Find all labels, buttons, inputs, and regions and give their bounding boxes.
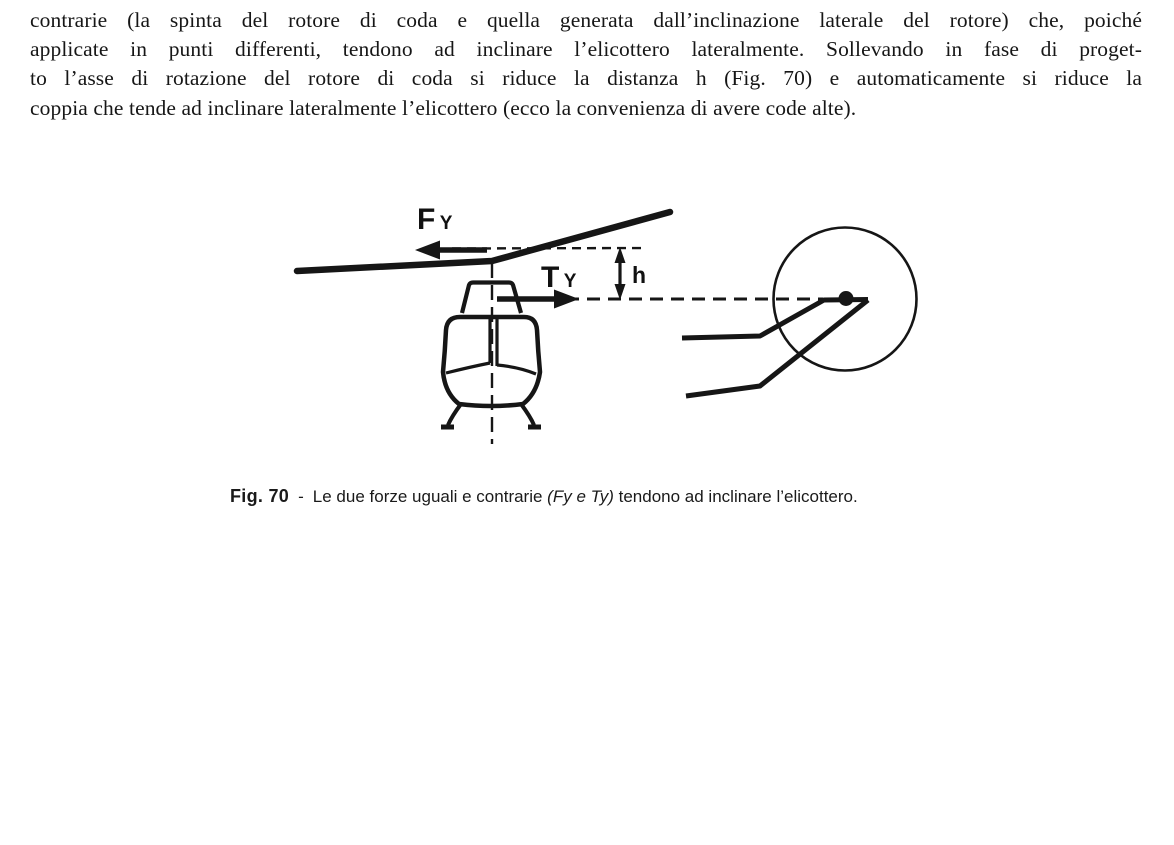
h-dimension-arrow bbox=[615, 247, 626, 300]
ty-label bbox=[541, 261, 577, 294]
window-bottom-left-curve bbox=[446, 363, 490, 373]
fy-force-arrow bbox=[415, 241, 487, 260]
ty-label-sub: Y bbox=[563, 271, 577, 292]
right-skid-leg bbox=[521, 404, 534, 425]
left-skid-leg bbox=[448, 404, 461, 425]
ty-label-main: T bbox=[541, 261, 560, 294]
caption-text-before: Le due forze uguali e contrarie bbox=[312, 487, 548, 506]
helicopter-front-view bbox=[441, 283, 541, 428]
caption-text-after: tendono ad inclinare l’elicottero. bbox=[613, 487, 858, 506]
main-rotor-blade bbox=[297, 212, 670, 271]
fy-label-sub: Y bbox=[439, 213, 453, 234]
ty-force-arrow bbox=[497, 290, 579, 309]
paragraph-line: contrarie (la spinta del rotore di coda e quella generata dall’inclinazione laterale del rotore) che, poiché bbox=[30, 8, 1142, 32]
fy-label-main: F bbox=[417, 203, 436, 236]
paragraph-line: applicate in punti differenti, tendono ad inclinare l’elicottero lateralmente. Sollevando in fase di proget- bbox=[30, 37, 1142, 62]
tail-boom-lower-line bbox=[686, 300, 868, 396]
fy-label bbox=[417, 203, 453, 236]
window-bottom-right-curve bbox=[497, 365, 536, 374]
h-label: h bbox=[632, 262, 647, 288]
figure-caption-number: Fig. 70 bbox=[230, 486, 290, 506]
figure-caption-separator: - bbox=[298, 487, 304, 506]
figure-caption bbox=[230, 486, 990, 507]
paragraph-line: coppia che tende ad inclinare lateralmente l’elicottero (ecco la convenienza di avere code alte). bbox=[30, 95, 857, 120]
paragraph-line: to l’asse di rotazione del rotore di coda si riduce la distanza h (Fig. 70) e automaticamente si riduce la bbox=[30, 66, 1142, 91]
tail-rotor-rear-view bbox=[682, 228, 917, 397]
figure-caption-text bbox=[313, 487, 858, 507]
caption-italic-part: (Fy e Ty) bbox=[547, 487, 614, 506]
